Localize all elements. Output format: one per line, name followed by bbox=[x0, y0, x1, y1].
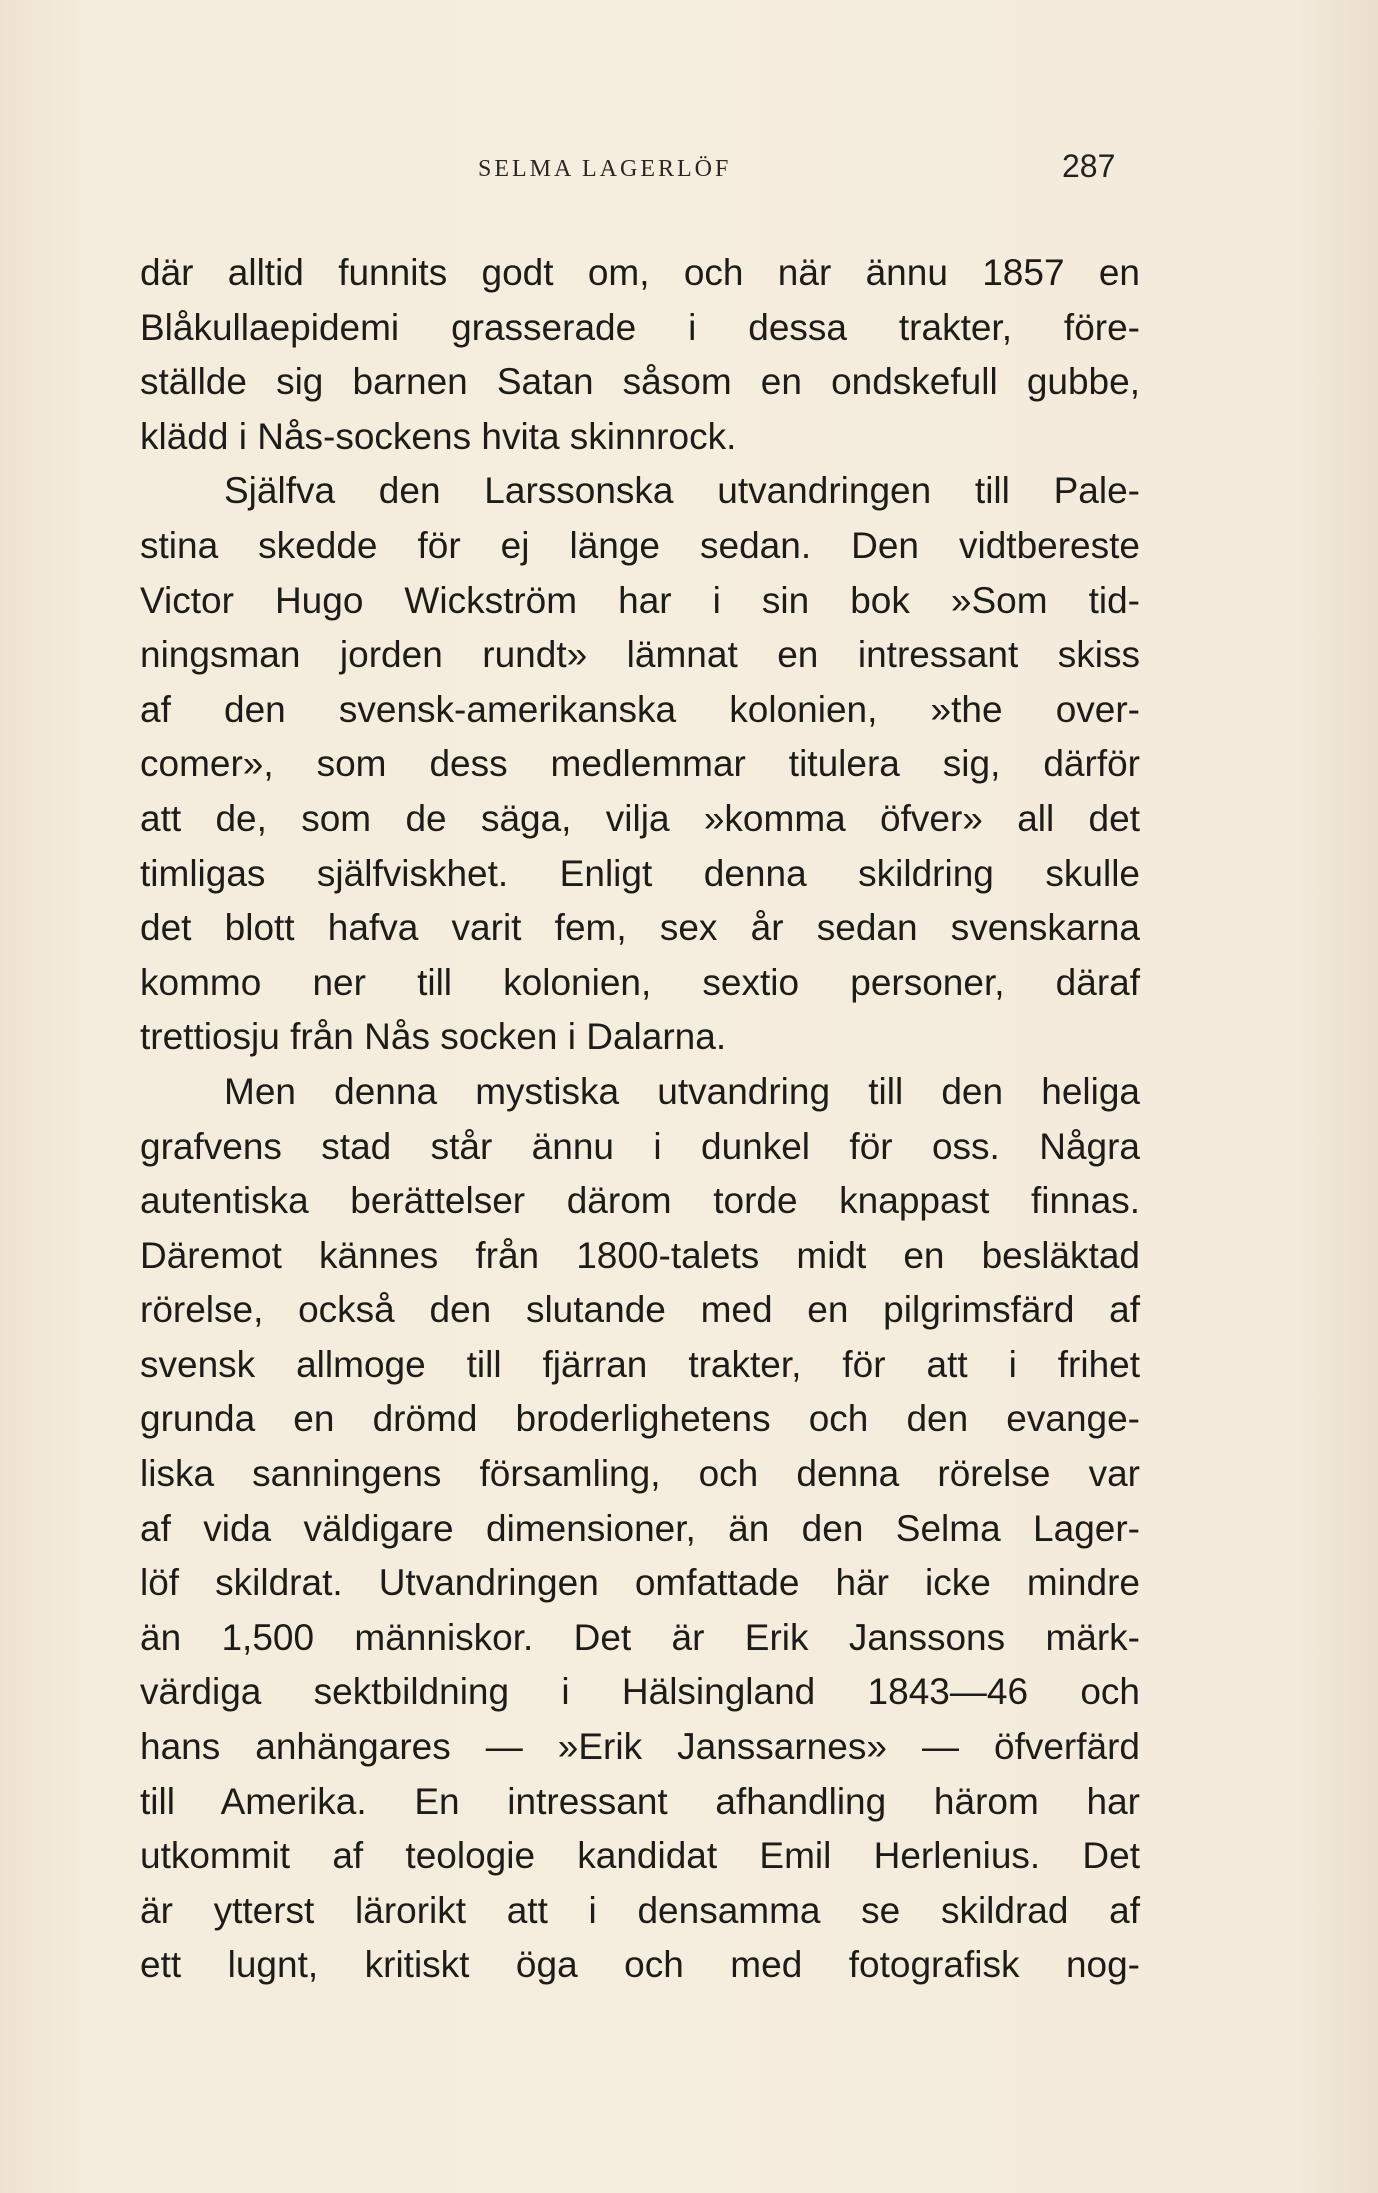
page-header bbox=[0, 148, 1378, 192]
text-line: där alltid funnits godt om, och när ännu 1857 en bbox=[140, 252, 1140, 293]
text-line: timligas själfviskhet. Enligt denna skildring skulle bbox=[140, 852, 1140, 894]
text-line: rörelse, också den slutande med en pilgrimsfärd af bbox=[140, 1289, 1140, 1331]
text-line: ningsman jorden rundt» lämnat en intressant skiss bbox=[140, 634, 1140, 676]
page-number: 287 bbox=[1062, 148, 1116, 184]
text-line: Blåkullaepidemi grasserade i dessa trakter, före- bbox=[140, 306, 1140, 348]
text-line: ställde sig barnen Satan såsom en ondskefull gubbe, bbox=[140, 361, 1140, 403]
text-line: värdiga sektbildning i Hälsingland 1843—46 och bbox=[140, 1671, 1140, 1713]
text-line: kommo ner till kolonien, sextio personer, däraf bbox=[140, 961, 1140, 1003]
text-line: än 1,500 människor. Det är Erik Janssons märk- bbox=[140, 1616, 1140, 1658]
text-line: är ytterst lärorikt att i densamma se skildrad af bbox=[140, 1889, 1140, 1931]
text-line: Själfva den Larssonska utvandringen till Pale- bbox=[224, 470, 1140, 512]
text-line: liska sanningens församling, och denna rörelse var bbox=[140, 1453, 1140, 1495]
text-line: hans anhängares — »Erik Janssarnes» — öfverfärd bbox=[140, 1726, 1140, 1768]
text-line: svensk allmoge till fjärran trakter, för att i frihet bbox=[140, 1343, 1140, 1385]
text-line: Däremot kännes från 1800-talets midt en besläktad bbox=[140, 1234, 1140, 1276]
text-line: trettiosju från Nås socken i Dalarna. bbox=[140, 1016, 727, 1058]
text-line: grafvens stad står ännu i dunkel för oss. Några bbox=[140, 1125, 1140, 1167]
text-line: det blott hafva varit fem, sex år sedan svenskarna bbox=[140, 907, 1140, 949]
text-line: af den svensk-amerikanska kolonien, »the over- bbox=[140, 688, 1140, 730]
text-line: ett lugnt, kritiskt öga och med fotografisk nog- bbox=[140, 1944, 1140, 1986]
text-line: till Amerika. En intressant afhandling härom har bbox=[140, 1780, 1140, 1822]
text-line: utkommit af teologie kandidat Emil Herlenius. Det bbox=[140, 1835, 1140, 1877]
text-line: comer», som dess medlemmar titulera sig, därför bbox=[140, 743, 1140, 785]
running-title: SELMA LAGERLÖF bbox=[478, 156, 732, 182]
text-line: Victor Hugo Wickström har i sin bok »Som tid- bbox=[140, 579, 1140, 621]
text-line: löf skildrat. Utvandringen omfattade här icke mindre bbox=[140, 1562, 1140, 1604]
text-line: Men denna mystiska utvandring till den heliga bbox=[224, 1070, 1140, 1112]
body-text bbox=[140, 246, 1140, 1993]
text-line: att de, som de säga, vilja »komma öfver» all det bbox=[140, 797, 1140, 839]
text-line: stina skedde för ej länge sedan. Den vidtbereste bbox=[140, 524, 1140, 566]
text-line: af vida väldigare dimensioner, än den Selma Lager- bbox=[140, 1507, 1140, 1549]
text-line: grunda en drömd broderlighetens och den evange- bbox=[140, 1398, 1140, 1440]
text-line: klädd i Nås-sockens hvita skinnrock. bbox=[140, 415, 737, 457]
text-line: autentiska berättelser därom torde knappast finnas. bbox=[140, 1180, 1140, 1222]
